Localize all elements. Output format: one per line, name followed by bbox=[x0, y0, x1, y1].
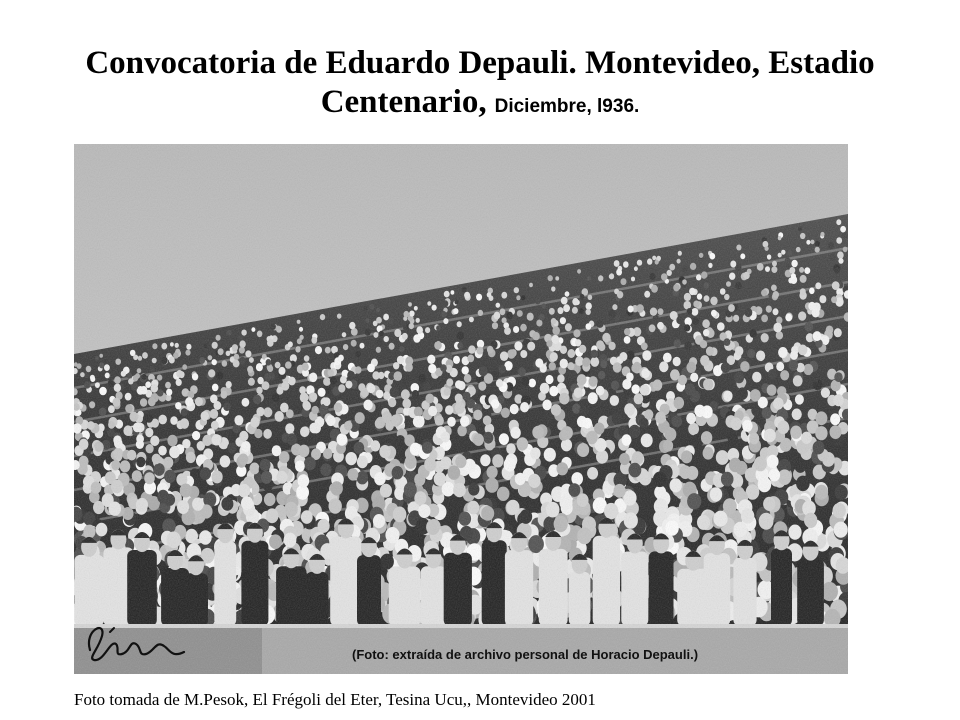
photo-caption: (Foto: extraída de archivo personal de Horacio Depauli.) bbox=[352, 647, 699, 662]
title-date: Diciembre, l936. bbox=[494, 96, 640, 117]
photographer-signature bbox=[80, 610, 198, 666]
film-grain bbox=[74, 144, 848, 674]
title-venue: Centenario, bbox=[320, 84, 487, 120]
page-title bbox=[40, 44, 920, 126]
title-line-2 bbox=[40, 82, 920, 126]
title-line-1: Convocatoria de Eduardo Depauli. Montevideo, Estadio bbox=[85, 45, 875, 81]
stadium-crowd-photo bbox=[74, 144, 848, 674]
stadium-crowd-image bbox=[74, 144, 848, 674]
photo-credit: Foto tomada de M.Pesok, El Frégoli del Eter, Tesina Ucu,, Montevideo 2001 bbox=[74, 690, 596, 709]
